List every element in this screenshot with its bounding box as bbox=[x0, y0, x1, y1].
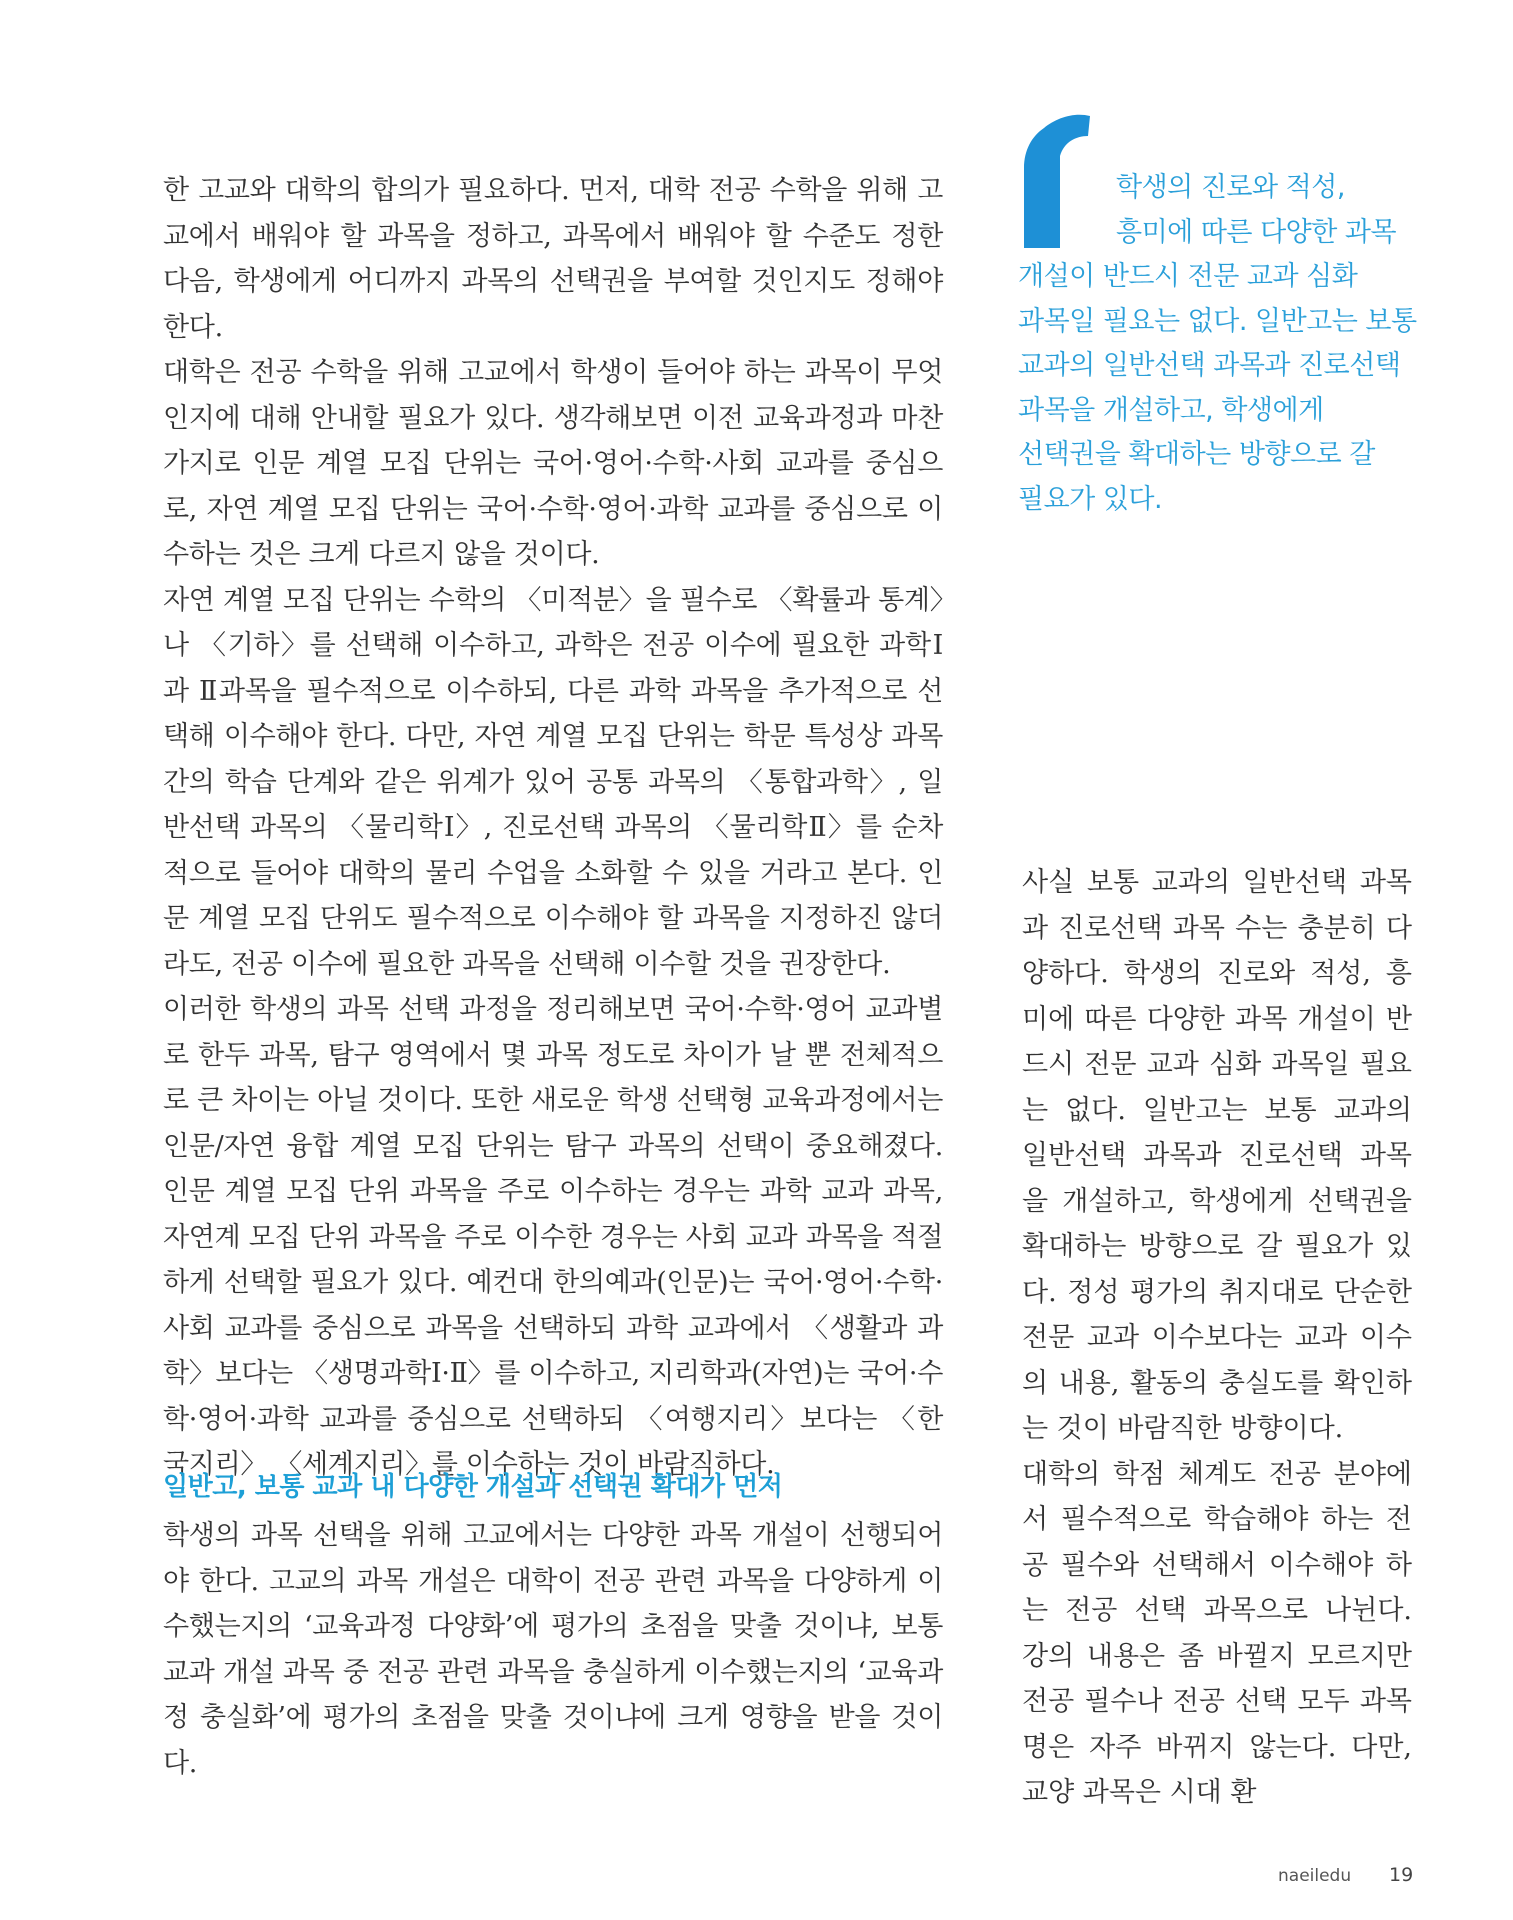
pull-quote-line: 과목을 개설하고, 학생에게 bbox=[1018, 394, 1324, 426]
body-paragraph-2: 대학은 전공 수학을 위해 고교에서 학생이 들어야 하는 과목이 무엇인지에 대해 안내할 필요가 있다. 생각해보면 이전 교육과정과 마찬가지로 인문 계열 모집 단위는 국어·영어·수학·사회 교과를 중심으로, 자연 계열 모집 단위는 국어·수학·영어·과학 교과를 중심으로 이수하는 것은 크게 다르지 않을 것이다. bbox=[163, 357, 943, 570]
side-paragraph-1: 사실 보통 교과의 일반선택 과목과 진로선택 과목 수는 충분히 다양하다. 학생의 진로와 적성, 흥미에 따른 다양한 과목 개설이 반드시 전문 교과 심화 과목일 필요는 없다. 일반고는 보통 교과의 일반선택 과목과 진로선택 과목을 개설하고, 학생에게 선택권을 확대하는 방향으로 갈 필요가 있다. 정성 평가의 취지대로 단순한 전문 교과 이수보다는 교과 이수의 내용, 활동의 충실도를 확인하는 것이 바람직한 방향이다. bbox=[1022, 867, 1412, 1444]
footer-publication: naeiledu bbox=[1278, 1866, 1352, 1886]
pull-quote-line: 과목일 필요는 없다. 일반고는 보통 bbox=[1018, 305, 1417, 337]
side-paragraph-2: 대학의 학점 체계도 전공 분야에서 필수적으로 학습해야 하는 전공 필수와 선택해서 이수해야 하는 전공 선택 과목으로 나뉜다. 강의 내용은 좀 바뀔지 모르지만 전공 필수나 전공 선택 모두 과목명은 자주 바뀌지 않는다. 다만, 교양 과목은 시대 환 bbox=[1022, 1458, 1412, 1808]
main-body-column bbox=[163, 168, 943, 1488]
pull-quote-line: 흥미에 따른 다양한 과목 bbox=[1116, 216, 1397, 248]
footer-page-number: 19 bbox=[1389, 1864, 1414, 1886]
pull-quote-line: 개설이 반드시 전문 교과 심화 bbox=[1018, 261, 1358, 292]
body-paragraph-3: 자연 계열 모집 단위는 수학의 〈미적분〉을 필수로 〈확률과 통계〉나 〈기하〉를 선택해 이수하고, 과학은 전공 이수에 필요한 과학Ⅰ과 Ⅱ과목을 필수적으로 이수하되, 다른 과학 과목을 추가적으로 선택해 이수해야 한다. 다만, 자연 계열 모집 단위는 학문 특성상 과목 간의 학습 단계와 같은 위계가 있어 공통 과목의 〈통합과학〉, 일반선택 과목의 〈물리학Ⅰ〉, 진로선택 과목의 〈물리학Ⅱ〉를 순차적으로 들어야 대학의 물리 수업을 소화할 수 있을 거라고 본다. 인문 계열 모집 단위도 필수적으로 이수해야 할 과목을 지정하진 않더라도, 전공 이수에 필요한 과목을 선택해 이수할 것을 권장한다. bbox=[163, 584, 943, 980]
pull-quote bbox=[1018, 166, 1418, 522]
side-body-column bbox=[1022, 860, 1412, 1816]
body-paragraph-4: 이러한 학생의 과목 선택 과정을 정리해보면 국어·수학·영어 교과별로 한두 과목, 탐구 영역에서 몇 과목 정도로 차이가 날 뿐 전체적으로 큰 차이는 아닐 것이다. 또한 새로운 학생 선택형 교육과정에서는 인문/자연 융합 계열 모집 단위는 탐구 과목의 선택이 중요해졌다. 인문 계열 모집 단위 과목을 주로 이수하는 경우는 과학 교과 과목, 자연계 모집 단위 과목을 주로 이수한 경우는 사회 교과 과목을 적절하게 선택할 필요가 있다. 예컨대 한의예과(인문)는 국어·영어·수학·사회 교과를 중심으로 과목을 선택하되 과학 교과에서 〈생활과 과학〉보다는 〈생명과학Ⅰ·Ⅱ〉를 이수하고, 지리학과(자연)는 국어·수학·영어·과학 교과를 중심으로 선택하되 〈여행지리〉보다는 〈한국지리〉 〈세계지리〉를 이수하는 것이 바람직하다. bbox=[163, 994, 943, 1480]
pull-quote-line: 선택권을 확대하는 방향으로 갈 bbox=[1018, 439, 1375, 470]
section-heading: 일반고, 보통 교과 내 다양한 개설과 선택권 확대가 먼저 bbox=[163, 1472, 783, 1502]
pull-quote-line: 학생의 진로와 적성, bbox=[1116, 172, 1345, 203]
pull-quote-line: 교과의 일반선택 과목과 진로선택 bbox=[1018, 350, 1401, 381]
pull-quote-line: 필요가 있다. bbox=[1018, 483, 1163, 515]
section-body-column bbox=[163, 1513, 943, 1786]
section-paragraph: 학생의 과목 선택을 위해 고교에서는 다양한 과목 개설이 선행되어야 한다. 고교의 과목 개설은 대학이 전공 관련 과목을 다양하게 이수했는지의 ‘교육과정 다양화’에 평가의 초점을 맞출 것이냐, 보통 교과 개설 과목 중 전공 관련 과목을 충실하게 이수했는지의 ‘교육과정 충실화’에 평가의 초점을 맞출 것이냐에 크게 영향을 받을 것이다. bbox=[163, 1520, 943, 1779]
body-paragraph-1: 한 고교와 대학의 합의가 필요하다. 먼저, 대학 전공 수학을 위해 고교에서 배워야 할 과목을 정하고, 과목에서 배워야 할 수준도 정한 다음, 학생에게 어디까지 과목의 선택권을 부여할 것인지도 정해야 한다. bbox=[163, 175, 943, 343]
